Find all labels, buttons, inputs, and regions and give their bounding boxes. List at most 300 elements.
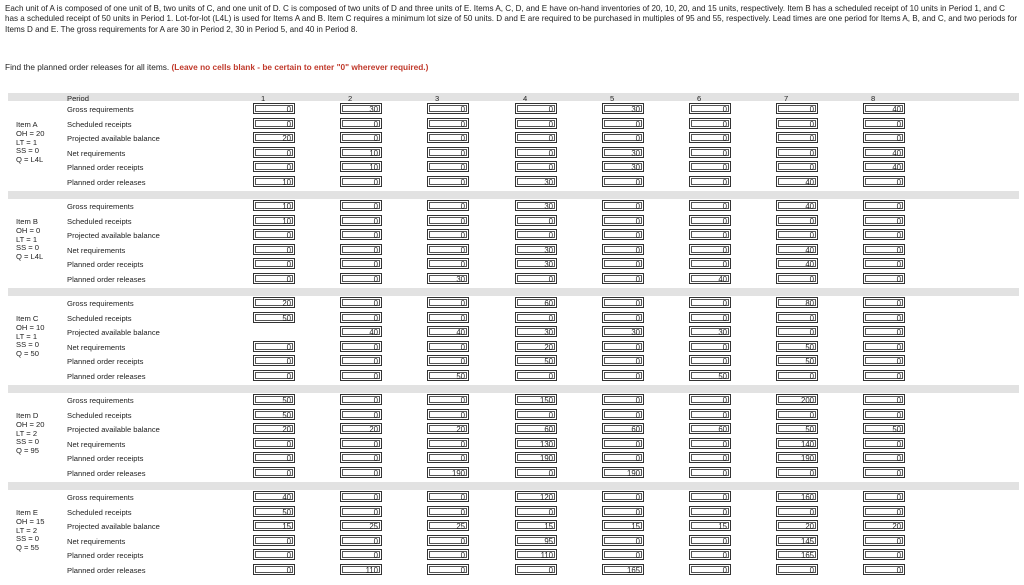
item-a-cell-input[interactable]: 0 [689,176,731,187]
item-c-cell-input[interactable]: 40 [340,326,382,337]
item-a-cell-input[interactable]: 40 [776,176,818,187]
item-d-row-label: Gross requirements [67,396,134,405]
item-c-cell-input[interactable]: 0 [515,370,557,381]
item-d-cell-input[interactable]: 20 [427,423,469,434]
item-a-info-0: Item A [16,120,38,129]
item-b-info-4: Q = L4L [16,252,44,262]
item-c-cell-input[interactable]: 0 [602,355,644,366]
item-e-cell-input[interactable]: 15 [515,520,557,531]
item-e-cell-input[interactable]: 0 [340,549,382,560]
item-c-cell-input[interactable]: 40 [427,326,469,337]
item-b-cell-input[interactable]: 0 [863,215,905,226]
item-d-cell-input[interactable]: 0 [776,409,818,420]
item-c-cell-input[interactable]: 50 [515,355,557,366]
item-e-cell-input[interactable]: 0 [863,549,905,560]
item-e-cell-input[interactable]: 0 [689,506,731,517]
item-d-cell-input[interactable]: 0 [340,438,382,449]
item-b-cell-input[interactable]: 0 [340,229,382,240]
item-a-cell-input[interactable]: 0 [689,103,731,114]
item-a-cell-input[interactable]: 0 [689,147,731,158]
item-a-cell-input[interactable]: 0 [253,118,295,129]
item-e-cell-input[interactable]: 25 [427,520,469,531]
item-b-row-label: Projected available balance [67,231,160,241]
item-e-cell-input[interactable]: 145 [776,535,818,546]
item-b-cell-input[interactable]: 0 [863,229,905,240]
item-a-cell-input[interactable]: 0 [253,103,295,114]
item-c-cell-input[interactable]: 0 [340,312,382,323]
item-d-cell-input[interactable]: 130 [515,438,557,449]
item-a-cell-input[interactable]: 20 [253,132,295,143]
item-c-cell-input[interactable]: 30 [602,326,644,337]
item-a-cell-input[interactable]: 30 [340,103,382,114]
item-b-cell-input[interactable]: 0 [863,200,905,211]
item-d-cell-input[interactable]: 0 [863,409,905,420]
item-a-cell-input[interactable]: 10 [253,176,295,187]
item-a-cell-input[interactable]: 0 [515,147,557,158]
item-b-cell-input[interactable]: 0 [689,200,731,211]
item-d-cell-input[interactable]: 0 [602,394,644,405]
item-e-cell-input[interactable]: 15 [602,520,644,531]
item-d-cell-input[interactable]: 0 [427,394,469,405]
item-e-cell-input[interactable]: 0 [689,564,731,575]
item-e-row-label: Projected available balance [67,522,160,532]
item-a-cell-input[interactable]: 0 [515,132,557,143]
item-c-cell-input[interactable]: 0 [253,355,295,366]
item-e-cell-input[interactable]: 0 [427,564,469,575]
instruction-warning: (Leave no cells blank - be certain to enter "0" wherever required.) [171,62,429,72]
item-e-cell-input[interactable]: 0 [340,535,382,546]
block-separator [8,288,1019,296]
item-d-cell-input[interactable]: 0 [863,394,905,405]
item-c-cell-input[interactable]: 0 [689,341,731,352]
item-d-cell-input[interactable]: 0 [602,452,644,463]
item-a-cell-input[interactable]: 0 [253,147,295,158]
item-b-cell-input[interactable]: 30 [515,244,557,255]
item-e-cell-input[interactable]: 0 [427,549,469,560]
item-c-cell-input[interactable]: 0 [689,312,731,323]
item-e-cell-input[interactable]: 0 [863,506,905,517]
item-c-info-1: OH = 10 [16,322,45,332]
item-b-cell-input[interactable]: 0 [863,258,905,269]
item-a-row-label: Projected available balance [67,134,160,144]
item-e-cell-input[interactable]: 0 [776,564,818,575]
item-a-cell-input[interactable]: 0 [427,132,469,143]
item-e-cell-input[interactable]: 0 [427,535,469,546]
item-d-cell-input[interactable]: 0 [689,394,731,405]
item-d-cell-input[interactable]: 0 [253,438,295,449]
item-e-row-label: Planned order receipts [67,551,144,561]
item-a-cell-input[interactable]: 0 [863,132,905,143]
item-e-info-0: Item E [16,508,38,517]
item-b-cell-input[interactable]: 0 [427,229,469,240]
item-a-cell-input[interactable]: 10 [340,161,382,172]
item-a-cell-input[interactable]: 0 [776,132,818,143]
item-a-cell-input[interactable]: 0 [515,161,557,172]
item-b-cell-input[interactable]: 0 [602,273,644,284]
item-e-cell-input[interactable]: 0 [689,549,731,560]
item-a-cell-input[interactable]: 0 [253,161,295,172]
item-c-cell-input[interactable]: 0 [776,312,818,323]
item-b-cell-input[interactable]: 0 [253,229,295,240]
item-b-cell-input[interactable]: 0 [602,215,644,226]
item-c-row-label: Scheduled receipts [67,313,132,323]
item-c-cell-input[interactable]: 0 [602,297,644,308]
item-d-cell-input[interactable]: 190 [602,467,644,478]
item-e-cell-input[interactable]: 110 [340,564,382,575]
item-c-cell-input[interactable]: 0 [253,370,295,381]
item-a-cell-input[interactable]: 0 [427,103,469,114]
item-d-cell-input[interactable]: 0 [863,452,905,463]
item-e-cell-input[interactable]: 0 [427,491,469,502]
item-a-cell-input[interactable]: 40 [863,161,905,172]
item-b-cell-input[interactable]: 40 [776,200,818,211]
item-a-cell-input[interactable]: 30 [602,147,644,158]
item-d-cell-input[interactable]: 200 [776,394,818,405]
item-a-row-label: Net requirements [67,148,126,158]
item-c-row-label: Gross requirements [67,299,134,308]
item-e-row-label: Net requirements [67,536,126,546]
item-e-row-label: Scheduled receipts [67,507,132,517]
item-d-cell-input[interactable]: 0 [515,409,557,420]
period-number-8: 8 [871,94,876,103]
item-e-cell-input[interactable]: 165 [776,549,818,560]
item-a-cell-input[interactable]: 0 [689,132,731,143]
item-b-cell-input[interactable]: 0 [340,258,382,269]
item-e-cell-input[interactable]: 0 [253,564,295,575]
item-d-cell-input[interactable]: 0 [427,452,469,463]
item-e-cell-input[interactable]: 160 [776,491,818,502]
item-b-cell-input[interactable]: 0 [427,215,469,226]
item-a-cell-input[interactable]: 30 [515,176,557,187]
item-c-cell-input[interactable]: 20 [253,297,295,308]
item-b-cell-input[interactable]: 0 [515,229,557,240]
item-c-cell-input[interactable]: 0 [602,341,644,352]
item-e-cell-input[interactable]: 20 [776,520,818,531]
item-c-row-label: Planned order receipts [67,357,144,367]
item-b-cell-input[interactable]: 0 [427,258,469,269]
item-e-cell-input[interactable]: 25 [340,520,382,531]
item-a-cell-input[interactable]: 0 [689,161,731,172]
item-e-cell-input[interactable]: 0 [340,491,382,502]
item-d-cell-input[interactable]: 0 [863,438,905,449]
item-d-cell-input[interactable]: 150 [515,394,557,405]
item-e-info-3: SS = 0 [16,534,40,544]
item-e-cell-input[interactable]: 0 [863,564,905,575]
item-a-cell-input[interactable]: 0 [602,118,644,129]
item-c-info-0: Item C [16,314,39,323]
item-d-cell-input[interactable]: 0 [427,438,469,449]
item-d-cell-input[interactable]: 60 [515,423,557,434]
item-b-cell-input[interactable]: 0 [427,200,469,211]
item-b-info-2: LT = 1 [16,234,38,244]
item-c-cell-input[interactable]: 0 [340,297,382,308]
item-b-cell-input[interactable]: 0 [602,244,644,255]
item-b-cell-input[interactable]: 0 [602,258,644,269]
item-d-info-1: OH = 20 [16,419,45,429]
item-a-cell-input[interactable]: 0 [776,118,818,129]
item-e-cell-input[interactable]: 0 [253,535,295,546]
item-e-cell-input[interactable]: 20 [863,520,905,531]
item-a-cell-input[interactable]: 0 [340,132,382,143]
item-d-cell-input[interactable]: 0 [340,394,382,405]
item-d-cell-input[interactable]: 0 [427,409,469,420]
item-e-info-2: LT = 2 [16,525,38,535]
item-b-cell-input[interactable]: 0 [253,244,295,255]
item-d-info-3: SS = 0 [16,437,40,447]
item-b-cell-input[interactable]: 0 [602,229,644,240]
item-d-cell-input[interactable]: 50 [776,423,818,434]
item-e-cell-input[interactable]: 15 [689,520,731,531]
item-d-info-2: LT = 2 [16,428,38,438]
item-e-cell-input[interactable]: 50 [253,506,295,517]
instruction-text: Find the planned order releases for all items. [5,62,170,72]
item-a-info-1: OH = 20 [16,128,45,138]
item-c-cell-input[interactable]: 0 [427,341,469,352]
item-b-row-label: Scheduled receipts [67,216,132,226]
item-c-cell-input[interactable]: 0 [253,341,295,352]
item-a-info-2: LT = 1 [16,137,38,147]
item-a-cell-input[interactable]: 0 [602,132,644,143]
item-d-cell-input[interactable]: 0 [253,452,295,463]
item-a-info-3: SS = 0 [16,146,40,156]
item-d-cell-input[interactable]: 0 [689,438,731,449]
item-e-cell-input[interactable]: 0 [253,549,295,560]
item-c-cell-input[interactable]: 60 [515,297,557,308]
item-c-cell-input[interactable]: 50 [253,312,295,323]
item-a-cell-input[interactable]: 40 [863,103,905,114]
period-number-2: 2 [348,94,353,103]
period-number-6: 6 [697,94,702,103]
item-b-cell-input[interactable]: 0 [689,258,731,269]
item-b-cell-input[interactable]: 0 [253,273,295,284]
item-e-cell-input[interactable]: 15 [253,520,295,531]
item-e-cell-input[interactable]: 95 [515,535,557,546]
item-b-cell-input[interactable]: 0 [863,273,905,284]
item-e-cell-input[interactable]: 0 [689,535,731,546]
item-e-cell-input[interactable]: 0 [340,506,382,517]
item-e-cell-input[interactable]: 0 [689,491,731,502]
item-c-cell-input[interactable]: 30 [515,326,557,337]
item-b-cell-input[interactable]: 30 [515,258,557,269]
item-c-cell-input[interactable]: 0 [863,355,905,366]
item-c-cell-input[interactable]: 0 [863,297,905,308]
block-separator [8,482,1019,490]
item-a-cell-input[interactable]: 0 [863,118,905,129]
item-d-row-label: Planned order releases [67,469,146,478]
item-e-cell-input[interactable]: 0 [863,535,905,546]
item-d-info-4: Q = 95 [16,446,40,456]
item-c-cell-input[interactable]: 0 [602,312,644,323]
item-a-cell-input[interactable]: 0 [776,161,818,172]
item-c-cell-input[interactable]: 0 [863,326,905,337]
item-e-cell-input[interactable]: 0 [427,506,469,517]
item-d-info-0: Item D [16,411,39,420]
item-a-row-label: Gross requirements [67,105,134,114]
item-c-cell-input[interactable]: 20 [515,341,557,352]
item-d-cell-input[interactable]: 60 [689,423,731,434]
item-a-row-label: Planned order receipts [67,163,144,173]
item-b-row-label: Net requirements [67,245,126,255]
period-number-1: 1 [261,94,266,103]
block-separator [8,385,1019,393]
item-c-cell-input[interactable]: 0 [340,341,382,352]
item-b-cell-input[interactable]: 0 [427,244,469,255]
item-c-cell-input[interactable]: 0 [515,312,557,323]
item-b-cell-input[interactable]: 0 [340,244,382,255]
item-d-cell-input[interactable]: 0 [689,467,731,478]
item-c-cell-input[interactable]: 0 [863,312,905,323]
item-e-cell-input[interactable]: 40 [253,491,295,502]
item-d-cell-input[interactable]: 60 [602,423,644,434]
item-d-cell-input[interactable]: 50 [253,394,295,405]
block-separator [8,191,1019,199]
item-b-cell-input[interactable]: 0 [689,215,731,226]
item-c-row-label: Projected available balance [67,328,160,338]
item-c-cell-input[interactable]: 80 [776,297,818,308]
item-d-cell-input[interactable]: 0 [340,409,382,420]
period-number-7: 7 [784,94,789,103]
item-b-cell-input[interactable]: 0 [340,215,382,226]
item-d-cell-input[interactable]: 20 [340,423,382,434]
item-c-cell-input[interactable]: 50 [689,370,731,381]
item-b-cell-input[interactable]: 0 [340,200,382,211]
item-a-cell-input[interactable]: 30 [602,103,644,114]
item-d-cell-input[interactable]: 20 [253,423,295,434]
item-d-cell-input[interactable]: 190 [776,452,818,463]
problem-statement: Each unit of A is composed of one unit of B, two units of C, and one unit of D. C is composed of two units of D and three units of E. Items A, C, D, and E have on-hand inventories of 20, 10, 20, and 15 units, respectively. Item B has a scheduled receipt of 10 units in Period 1, and C has a scheduled receipt of 50 units in Period 1. Lot-for-lot (L4L) is used for Items A and B. Item C requires a minimum lot size of 50 units. D and E are required to be purchased in multiples of 95 and 55, respectively. Lead times are one period for Items A, B, and C, and two periods for Items D and E. The gross requirements for A are 30 in Period 2, 30 in Period 5, and 40 in Period 8. [5,4,1018,34]
item-b-cell-input[interactable]: 0 [515,215,557,226]
item-a-cell-input[interactable]: 0 [515,103,557,114]
item-e-cell-input[interactable]: 0 [515,564,557,575]
item-d-cell-input[interactable]: 0 [689,409,731,420]
item-a-row-label: Scheduled receipts [67,119,132,129]
item-b-cell-input[interactable]: 0 [776,215,818,226]
item-c-cell-input[interactable]: 0 [776,326,818,337]
item-c-cell-input[interactable]: 50 [776,341,818,352]
item-b-cell-input[interactable]: 0 [340,273,382,284]
item-b-cell-input[interactable]: 0 [253,258,295,269]
item-b-cell-input[interactable]: 0 [515,273,557,284]
item-e-cell-input[interactable]: 165 [602,564,644,575]
item-d-cell-input[interactable]: 0 [602,409,644,420]
period-label: Period [67,94,89,103]
item-b-cell-input[interactable]: 0 [776,273,818,284]
item-c-row-label: Net requirements [67,342,126,352]
item-c-cell-input[interactable]: 0 [863,370,905,381]
item-e-cell-input[interactable]: 0 [602,535,644,546]
item-a-cell-input[interactable]: 40 [863,147,905,158]
item-d-row-label: Net requirements [67,439,126,449]
item-b-cell-input[interactable]: 0 [689,229,731,240]
item-d-cell-input[interactable]: 0 [515,467,557,478]
item-c-cell-input[interactable]: 0 [689,297,731,308]
item-a-cell-input[interactable]: 0 [340,176,382,187]
item-b-cell-input[interactable]: 0 [863,244,905,255]
item-b-cell-input[interactable]: 0 [689,244,731,255]
item-b-cell-input[interactable]: 30 [427,273,469,284]
item-b-info-1: OH = 0 [16,225,41,235]
item-e-info-1: OH = 15 [16,516,45,526]
item-b-cell-input[interactable]: 0 [776,229,818,240]
item-a-cell-input[interactable]: 0 [776,147,818,158]
item-d-cell-input[interactable]: 190 [515,452,557,463]
item-d-cell-input[interactable]: 50 [863,423,905,434]
item-a-cell-input[interactable]: 10 [340,147,382,158]
item-d-cell-input[interactable]: 0 [776,467,818,478]
item-d-cell-input[interactable]: 0 [863,467,905,478]
item-d-cell-input[interactable]: 190 [427,467,469,478]
item-d-cell-input[interactable]: 0 [340,452,382,463]
item-e-cell-input[interactable]: 0 [776,506,818,517]
item-e-cell-input[interactable]: 0 [602,491,644,502]
period-number-3: 3 [435,94,440,103]
item-b-row-label: Planned order releases [67,275,146,284]
item-a-cell-input[interactable]: 0 [602,176,644,187]
item-d-cell-input[interactable]: 0 [253,467,295,478]
item-b-cell-input[interactable]: 10 [253,215,295,226]
item-e-cell-input[interactable]: 0 [602,506,644,517]
item-e-cell-input[interactable]: 110 [515,549,557,560]
item-b-cell-input[interactable]: 40 [776,258,818,269]
item-d-cell-input[interactable]: 50 [253,409,295,420]
item-a-cell-input[interactable]: 0 [340,118,382,129]
item-c-cell-input[interactable]: 0 [427,355,469,366]
item-a-cell-input[interactable]: 0 [689,118,731,129]
item-a-cell-input[interactable]: 0 [427,147,469,158]
item-a-cell-input[interactable]: 0 [515,118,557,129]
item-d-cell-input[interactable]: 0 [689,452,731,463]
item-c-cell-input[interactable]: 30 [689,326,731,337]
item-e-cell-input[interactable]: 0 [863,491,905,502]
item-c-cell-input[interactable]: 0 [340,355,382,366]
item-e-row-label: Planned order releases [67,566,146,575]
item-e-cell-input[interactable]: 0 [602,549,644,560]
item-a-cell-input[interactable]: 0 [427,176,469,187]
period-number-4: 4 [523,94,528,103]
item-a-cell-input[interactable]: 0 [427,118,469,129]
item-b-cell-input[interactable]: 40 [776,244,818,255]
item-c-cell-input[interactable]: 0 [340,370,382,381]
period-number-5: 5 [610,94,615,103]
item-b-cell-input[interactable]: 40 [689,273,731,284]
item-a-cell-input[interactable]: 0 [863,176,905,187]
item-b-cell-input[interactable]: 30 [515,200,557,211]
item-d-cell-input[interactable]: 0 [340,467,382,478]
item-c-cell-input[interactable]: 50 [427,370,469,381]
item-b-cell-input[interactable]: 0 [602,200,644,211]
item-e-info-4: Q = 55 [16,543,40,553]
item-d-cell-input[interactable]: 0 [602,438,644,449]
item-e-cell-input[interactable]: 0 [515,506,557,517]
item-a-cell-input[interactable]: 30 [602,161,644,172]
item-b-info-3: SS = 0 [16,243,40,253]
item-d-row-label: Scheduled receipts [67,410,132,420]
item-c-cell-input[interactable]: 0 [427,312,469,323]
item-b-cell-input[interactable]: 10 [253,200,295,211]
item-a-cell-input[interactable]: 0 [427,161,469,172]
item-c-cell-input[interactable]: 0 [689,355,731,366]
item-c-cell-input[interactable]: 0 [427,297,469,308]
item-a-cell-input[interactable]: 0 [776,103,818,114]
item-c-cell-input[interactable]: 50 [776,355,818,366]
item-c-cell-input[interactable]: 0 [602,370,644,381]
item-c-cell-input[interactable]: 0 [863,341,905,352]
item-c-cell-input[interactable]: 0 [776,370,818,381]
item-d-row-label: Projected available balance [67,425,160,435]
item-c-info-2: LT = 1 [16,331,38,341]
item-d-cell-input[interactable]: 140 [776,438,818,449]
item-e-cell-input[interactable]: 120 [515,491,557,502]
